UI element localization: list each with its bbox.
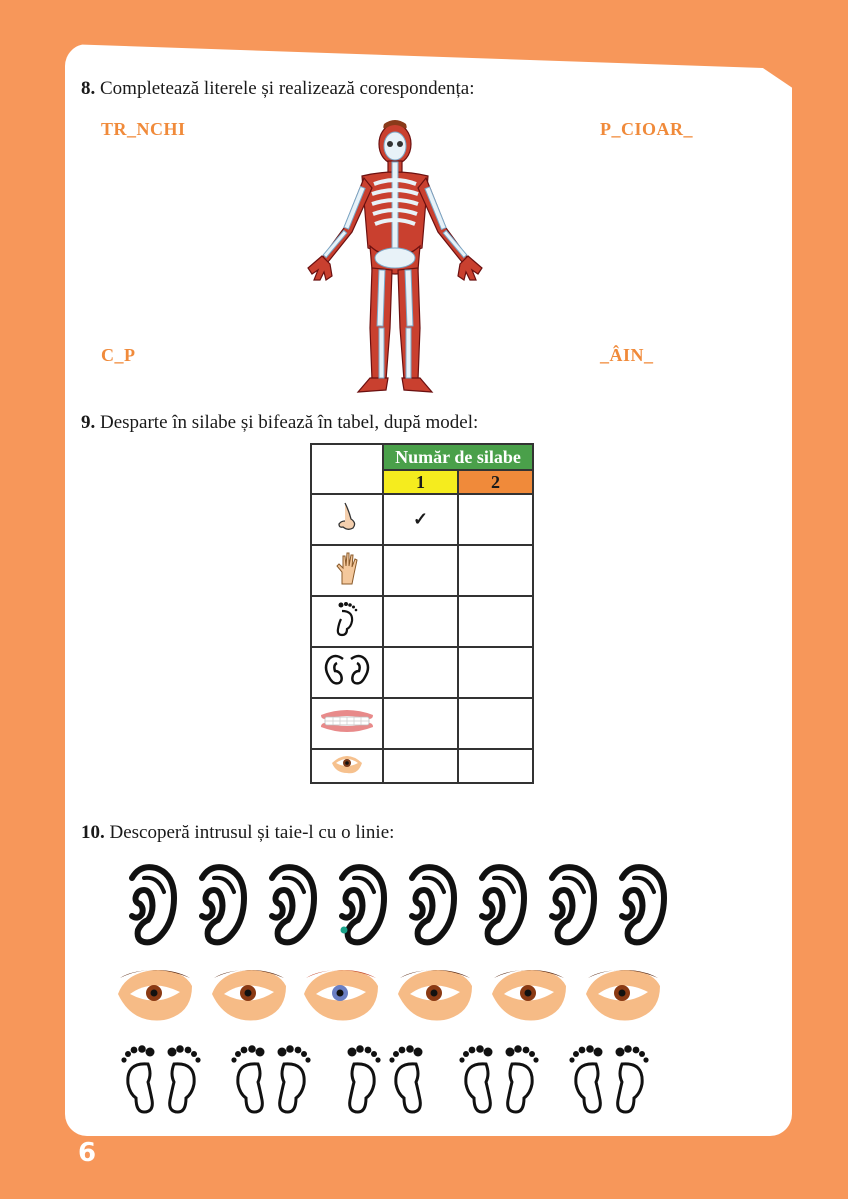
checkbox-cell[interactable] <box>383 596 458 647</box>
ear-icon <box>482 867 524 942</box>
checkbox-cell[interactable] <box>458 545 533 596</box>
table-row <box>311 698 533 749</box>
col-header-1: 1 <box>383 470 458 494</box>
nose-icon <box>311 494 383 545</box>
table-row <box>311 647 533 698</box>
eye-icon <box>398 970 472 1020</box>
feet-row <box>116 1044 666 1118</box>
feet-icon <box>569 1045 648 1112</box>
table-row <box>311 749 533 783</box>
eye-icon <box>212 970 286 1020</box>
ear-icon <box>272 867 314 942</box>
table-header: Număr de silabe <box>383 444 533 470</box>
table-corner-cell <box>311 444 383 494</box>
eye-icon <box>586 970 660 1020</box>
feet-icon <box>121 1045 200 1112</box>
checkbox-cell[interactable] <box>383 698 458 749</box>
feet-icon-odd <box>348 1045 423 1112</box>
skeleton-body-image <box>300 118 490 400</box>
ear-icon-odd <box>342 867 384 942</box>
word-cap: C_P <box>101 345 136 365</box>
ear-icon <box>412 867 454 942</box>
word-maini: _ÂIN_ <box>600 345 654 365</box>
ear-icon <box>132 867 174 942</box>
feet-icon <box>459 1045 538 1112</box>
q8-number: 8. <box>81 78 96 99</box>
hand-icon <box>311 545 383 596</box>
q10-title <box>81 822 394 844</box>
checkbox-cell[interactable] <box>458 647 533 698</box>
col-header-2: 2 <box>458 470 533 494</box>
checkbox-cell[interactable] <box>383 749 458 783</box>
page-number: 6 <box>78 1138 97 1168</box>
eye-icon <box>492 970 566 1020</box>
checkbox-cell[interactable] <box>458 596 533 647</box>
eyes-row <box>112 964 672 1026</box>
word-trunchi: TR_NCHI <box>101 119 186 139</box>
teeth-icon <box>311 698 383 749</box>
checkbox-cell[interactable] <box>383 545 458 596</box>
checkbox-cell[interactable]: ✓ <box>383 494 458 545</box>
word-picioare: P_CIOAR_ <box>600 119 693 139</box>
q8-title <box>81 78 475 100</box>
ears-row <box>114 864 674 946</box>
q9-title <box>81 412 478 434</box>
syllable-table <box>310 443 534 784</box>
checkbox-cell[interactable] <box>458 494 533 545</box>
eye-icon-odd <box>304 970 378 1020</box>
feet-icon <box>231 1045 310 1112</box>
q10-number: 10. <box>81 822 105 843</box>
table-row <box>311 494 533 545</box>
checkbox-cell[interactable] <box>458 749 533 783</box>
ear-icon <box>622 867 664 942</box>
q9-instruction: Desparte în silabe și bifează în tabel, după model: <box>100 412 479 433</box>
ear-icon <box>202 867 244 942</box>
ear-icon <box>552 867 594 942</box>
table-row <box>311 545 533 596</box>
q9-number: 9. <box>81 412 96 433</box>
checkbox-cell[interactable] <box>458 698 533 749</box>
ears-icon <box>311 647 383 698</box>
checkbox-cell[interactable] <box>383 647 458 698</box>
q8-instruction: Completează literele și realizează corespondența: <box>100 78 475 99</box>
eye-icon <box>118 970 192 1020</box>
eye-icon <box>311 749 383 783</box>
q10-instruction: Descoperă intrusul și taie-l cu o linie: <box>109 822 395 843</box>
foot-icon <box>311 596 383 647</box>
table-row <box>311 596 533 647</box>
